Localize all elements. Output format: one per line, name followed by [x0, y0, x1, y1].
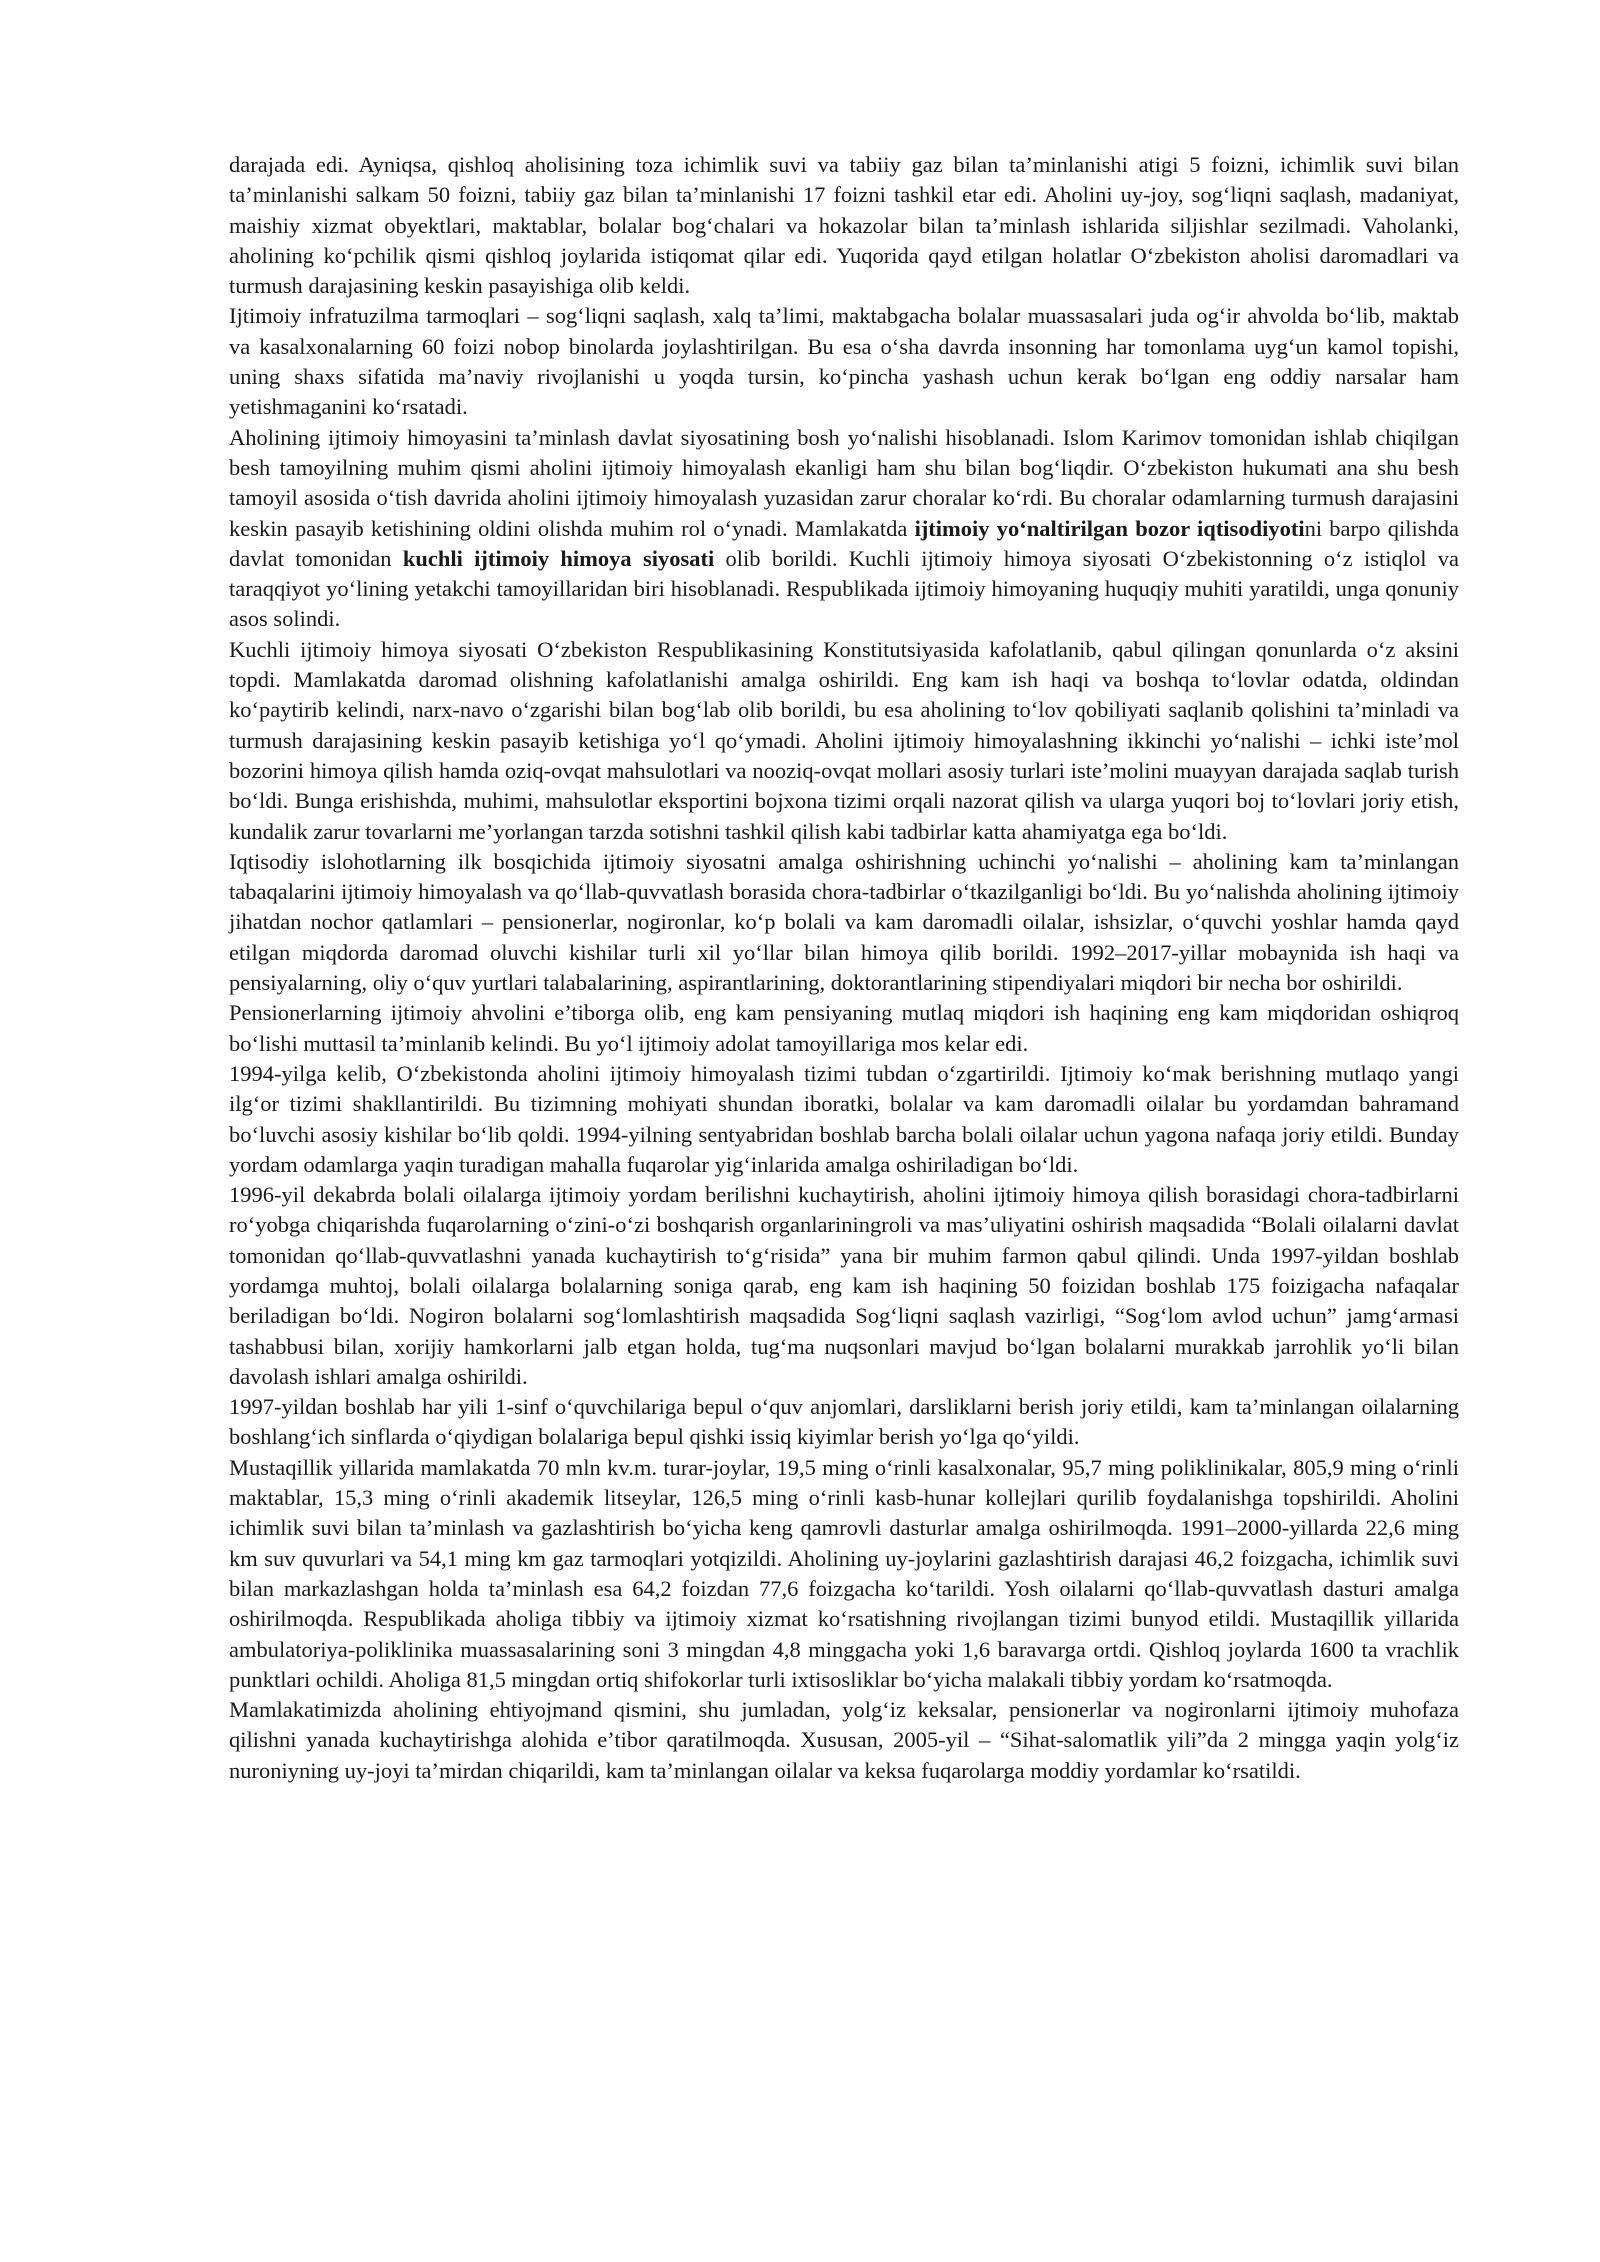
paragraph-1996-decree: 1996-yil dekabrda bolali oilalarga ijtimoiy yordam berilishni kuchaytirish, aholini ijtimoiy himoya qilish borasidagi chora-tadbirlarni ro‘yobga chiqarishda fuqarolarning o‘zini-o‘zi boshqarish organlariningroli va mas’uliyatini oshirish maqsadida “Bolali oilalarni davlat tomonidan qo‘llab-quvvatlashni yanada kuchaytirish to‘g‘risida” yana bir muhim farmon qabul qilindi. Unda 1997-yildan boshlab yordamga muhtoj, bolali oilalarga bolalarning soniga qarab, eng kam ish haqining 50 foizidan boshlab 175 foizigacha nafaqalar beriladigan bo‘ldi. Nogiron bolalarni sog‘lomlashtirish maqsadida Sog‘liqni saqlash vazirligi, “Sog‘lom avlod uchun” jamg‘armasi tashabbusi bilan, xorijiy hamkorlarni jalb etgan holda, tug‘ma nuqsonlari mavjud bo‘lgan bolalarni murakkab jarrohlik yo‘li bilan davolash ishlari amalga oshirildi.	[229, 1182, 1459, 1389]
paragraph-text: Aholining ijtimoiy himoyasini ta’minlash davlat siyosatining bosh yo‘nalishi hisoblanadi. Islom Karimov tomonidan ishlab chiqilgan besh tamoyilning muhim qismi aholini ijtimoiy himoyalash ekanligi ham shu bilan bog‘liqdir. O‘zbekiston hukumati ana shu besh tamoyil asosida o‘tish davrida aholini ijtimoiy himoyalash yuzasidan zarur choralar ko‘rdi. Bu choralar odamlarning turmush darajasini keskin pasayib ketishining oldini olishda muhim rol o‘ynadi. Mamlakatda	[229, 424, 1459, 541]
paragraph-living-standards: darajada edi. Ayniqsa, qishloq aholisining toza ichimlik suvi va tabiiy gaz bilan ta’minlanishi atigi 5 foizni, ichimlik suvi bilan ta’minlanishi salkam 50 foizni, tabiiy gaz bilan ta’minlanishi 17 foizni tashkil etar edi. Aholini uy-joy, sog‘liqni saqlash, madaniyat, maishiy xizmat obyektlari, maktablar, bolalar bog‘chalari va hokazolar bilan ta’minlash ishlarida siljishlar sezilmadi. Vaholanki, aholining ko‘pchilik qismi qishloq joylarida istiqomat qilar edi. Yuqorida qayd etilgan holatlar O‘zbekiston aholisi daromadlari va turmush darajasining keskin pasayishiga olib keldi.	[229, 152, 1459, 299]
paragraph-1997-school-aid: 1997-yildan boshlab har yili 1-sinf o‘quvchilariga bepul o‘quv anjomlari, darsliklarni berish joriy etildi, kam ta’minlangan oilalarning boshlang‘ich sinflarda o‘qiydigan bolalariga bepul qishki issiq kiyimlar berish yo‘lga qo‘yildi.	[229, 1394, 1459, 1450]
paragraph-social-protection-policy	[229, 423, 1459, 635]
paragraph-third-direction: Iqtisodiy islohotlarning ilk bosqichida ijtimoiy siyosatni amalga oshirishning uchinchi yo‘nalishi – aholining kam ta’minlangan tabaqalarini ijtimoiy himoyalash va qo‘llab-quvvatlash borasida chora-tadbirlar o‘tkazilganligi bo‘ldi. Bu yo‘nalishda aholining ijtimoiy jihatdan nochor qatlamlari – pensionerlar, nogironlar, ko‘p bolali va kam daromadli oilalar, ishsizlar, o‘quvchi yoshlar hamda qayd etilgan miqdorda daromad oluvchi kishilar turli xil yo‘llar bilan himoya qilib borildi. 1992–2017-yillar mobaynida ish haqi va pensiyalarning, oliy o‘quv yurtlari talabalarining, aspirantlarining, doktorantlarining stipendiyalari miqdori bir necha bor oshirildi.	[229, 848, 1459, 996]
paragraph-social-infrastructure: Ijtimoiy infratuzilma tarmoqlari – sog‘liqni saqlash, xalq ta’limi, maktabgacha bolalar muassasalari juda og‘ir ahvolda bo‘lib, maktab va kasalxonalarning 60 foizi nobop binolarda joylashtirilgan. Bu esa o‘sha davrda insonning har tomonlama uyg‘un kamol topishi, uning shaxs sifatida ma’naviy rivojlanishi u yoqda tursin, ko‘pincha yashash uchun kerak bo‘lgan eng oddiy narsalar ham yetishmaganini ko‘rsatadi.	[229, 303, 1459, 420]
paragraph-text: ni barpo qilishda davlat tomonidan	[229, 515, 1460, 571]
bold-term: kuchli ijtimoiy himoya siyosati	[402, 545, 715, 571]
bold-term: ijtimoiy yo‘naltirilgan bozor iqtisodiyoti	[914, 515, 1305, 541]
paragraph-independence-construction: Mustaqillik yillarida mamlakatda 70 mln kv.m. turar-joylar, 19,5 ming o‘rinli kasalxonalar, 95,7 ming poliklinikalar, 805,9 ming o‘rinli maktablar, 15,3 ming o‘rinli akademik litseylar, 126,5 ming o‘rinli kasb-hunar kollejlari qurilib foydalanishga topshirildi. Aholini ichimlik suvi bilan ta’minlash va gazlashtirish bo‘yicha keng qamrovli dasturlar amalga oshirilmoqda. 1991–2000-yillarda 22,6 ming km suv quvurlari va 54,1 ming km gaz tarmoqlari yotqizildi. Aholining uy-joylarini gazlashtirish darajasi 46,2 foizgacha, ichimlik suvi bilan markazlashgan holda ta’minlash esa 64,2 foizdan 77,6 foizgacha ko‘tarildi. Yosh oilalarni qo‘llab-quvvatlash dasturi amalga oshirilmoqda. Respublikada aholiga tibbiy va ijtimoiy xizmat ko‘rsatishning rivojlangan tizimi bunyod etildi. Mustaqillik yillarida ambulatoriya-poliklinika muassasalarining soni 3 mingdan 4,8 minggacha yoki 1,6 baravarga ortdi. Qishloq joylarda 1600 ta vrachlik punktlari ochildi. Aholiga 81,5 mingdan ortiq shifokorlar turli ixtisosliklar bo‘yicha malakali tibbiy yordam ko‘rsatmoqda.	[229, 1454, 1459, 1692]
paragraph-text: olib borildi. Kuchli ijtimoiy himoya siyosati O‘zbekistonning o‘z istiqlol va taraqqiyot yo‘lining yetakchi tamoyillaridan biri hisoblanadi. Respublikada ijtimoiy himoyaning huquqiy muhiti yaratildi, unga qonuniy asos solindi.	[229, 545, 1459, 632]
paragraph-pensioners: Pensionerlarning ijtimoiy ahvolini e’tiborga olib, eng kam pensiyaning mutlaq miqdori ish haqining eng kam miqdoridan oshiqroq bo‘lishi muttasil ta’minlanib kelindi. Bu yo‘l ijtimoiy adolat tamoyillariga mos kelar edi.	[229, 1000, 1459, 1056]
paragraph-1994-reform: 1994-yilga kelib, O‘zbekistonda aholini ijtimoiy himoyalash tizimi tubdan o‘zgartirildi. Ijtimoiy ko‘mak berishning mutlaqo yangi ilg‘or tizimi shakllantirildi. Bu tizimning mohiyati shundan iboratki, bolalar va kam daromadli oilalar bu yordamdan bahramand bo‘luvchi asosiy kishilar bo‘lib qoldi. 1994-yilning sentyabridan boshlab barcha bolali oilalar uchun yagona nafaqa joriy etildi. Bunday yordam odamlarga yaqin turadigan mahalla fuqarolar yig‘inlarida amalga oshiriladigan bo‘ldi.	[229, 1060, 1459, 1177]
paragraph-elderly-support: Mamlakatimizda aholining ehtiyojmand qismini, shu jumladan, yolg‘iz keksalar, pensionerlar va nogironlarni ijtimoiy muhofaza qilishni yanada kuchaytirishga alohida e’tibor qaratilmoqda. Xususan, 2005-yil – “Sihat-salomatlik yili”da 2 mingga yaqin yolg‘iz nuroniyning uy-joyi ta’mirdan chiqarildi, kam ta’minlangan oilalar va keksa fuqarolarga moddiy yordamlar ko‘rsatildi.	[229, 1697, 1459, 1783]
paragraph-constitution: Kuchli ijtimoiy himoya siyosati O‘zbekiston Respublikasining Konstitutsiyasida kafolatlanib, qabul qilingan qonunlarda o‘z aksini topdi. Mamlakatda daromad olishning kafolatlanishi amalga oshirildi. Eng kam ish haqi va boshqa to‘lovlar odatda, oldindan ko‘paytirib kelindi, narx-navo o‘zgarishi bilan bog‘lab olib borildi, bu esa aholining to‘lov qobiliyati saqlanib qolishini ta’minladi va turmush darajasining keskin pasayib ketishiga yo‘l qo‘ymadi. Aholini ijtimoiy himoyalashning ikkinchi yo‘nalishi – ichki iste’mol bozorini himoya qilish hamda oziq-ovqat mahsulotlari va nooziq-ovqat mollari asosiy turlari iste’molini muayyan darajada saqlab turish bo‘ldi. Bunga erishishda, muhimi, mahsulotlar eksportini bojxona tizimi orqali nazorat qilish va ularga yuqori boj to‘lovlari joriy etish, kundalik zarur tovarlarni me’yorlangan tarzda sotishni tashkil qilish kabi tadbirlar katta ahamiyatga ega bo‘ldi.	[229, 636, 1459, 844]
document-page	[229, 150, 1459, 1786]
